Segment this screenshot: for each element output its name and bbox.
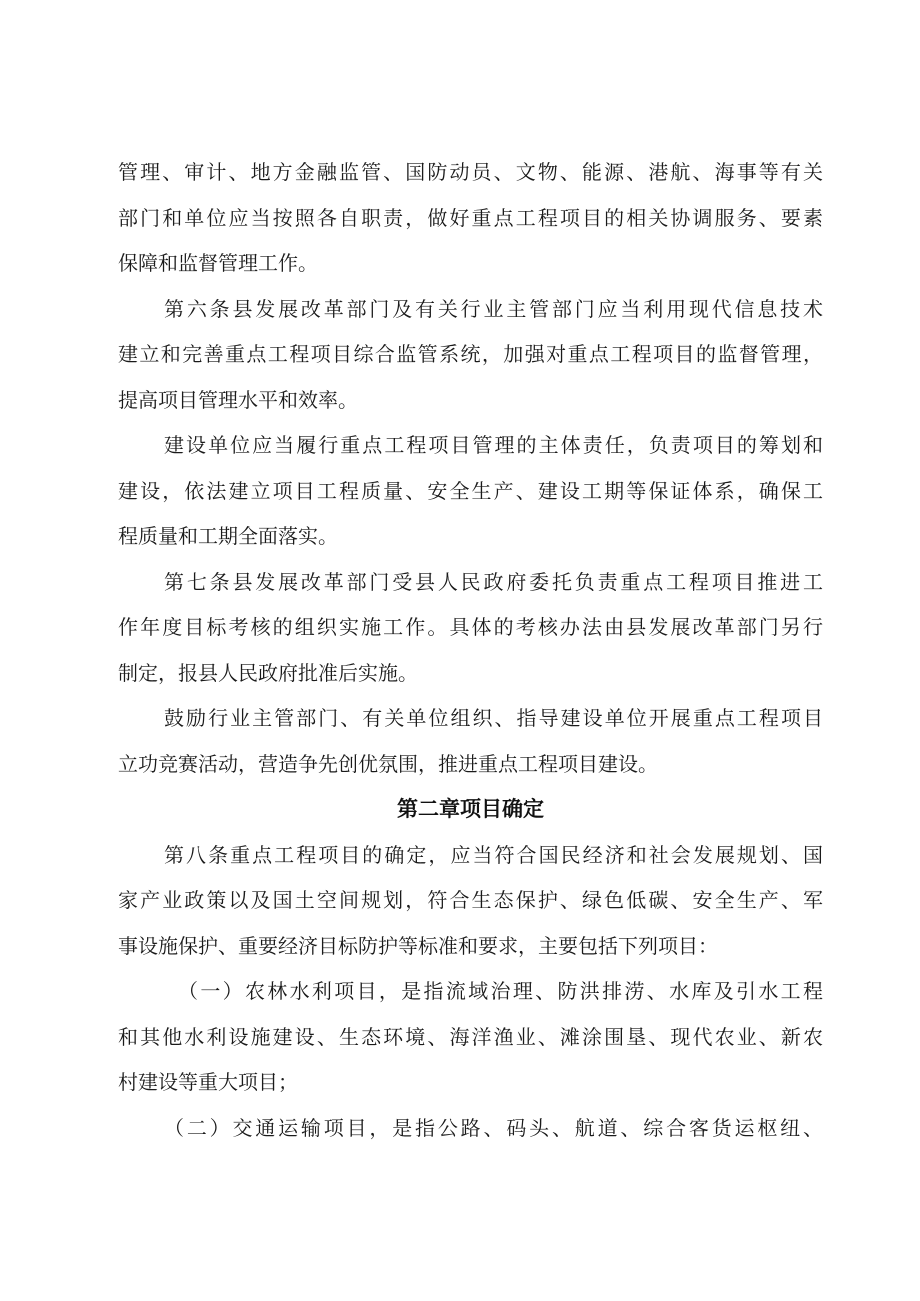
text-line: 建设单位应当履行重点工程项目管理的主体责任，负责项目的筹划和 bbox=[164, 433, 823, 457]
text-line: 第七条县发展改革部门受县人民政府委托负责重点工程项目推进工 bbox=[164, 569, 823, 594]
document-body bbox=[118, 150, 823, 1151]
text-line: 第八条重点工程项目的确定，应当符合国民经济和社会发展规划、国 bbox=[164, 842, 823, 867]
text-line: 提高项目管理水平和效率。 bbox=[118, 387, 358, 412]
text-line: 部门和单位应当按照各自职责，做好重点工程项目的相关协调服务、要素 bbox=[118, 205, 823, 230]
text-line: 家产业政策以及国土空间规划，符合生态保护、绿色低碳、安全生产、军 bbox=[118, 888, 823, 912]
text-line: （二）交通运输项目，是指公路、码头、航道、综合客货运枢纽、 bbox=[164, 1115, 823, 1140]
text-line: 村建设等重大项目； bbox=[118, 1070, 298, 1094]
text-line: 保障和监督管理工作。 bbox=[118, 251, 318, 275]
text-line: 建立和完善重点工程项目综合监管系统，加强对重点工程项目的监督管理， bbox=[118, 342, 823, 366]
text-line: （一）农林水利项目，是指流域治理、防洪排涝、水库及引水工程 bbox=[178, 979, 823, 1003]
text-line: 事设施保护、重要经济目标防护等标准和要求，主要包括下列项目： bbox=[118, 933, 718, 958]
chapter-heading: 第二章项目确定 bbox=[397, 797, 544, 821]
text-line: 作年度目标考核的组织实施工作。具体的考核办法由县发展改革部门另行 bbox=[118, 615, 823, 639]
text-line: 鼓励行业主管部门、有关单位组织、指导建设单位开展重点工程项目 bbox=[164, 706, 823, 730]
text-line: 第六条县发展改革部门及有关行业主管部门应当利用现代信息技术 bbox=[164, 296, 823, 321]
text-line: 建设，依法建立项目工程质量、安全生产、建设工期等保证体系，确保工 bbox=[118, 478, 823, 503]
text-line: 管理、审计、地方金融监管、国防动员、文物、能源、港航、海事等有关 bbox=[118, 160, 823, 184]
text-line: 立功竞赛活动，营造争先创优氛围，推进重点工程项目建设。 bbox=[118, 751, 658, 776]
text-line: 程质量和工期全面落实。 bbox=[118, 524, 338, 548]
text-line: 制定，报县人民政府批准后实施。 bbox=[118, 660, 418, 685]
text-line: 和其他水利设施建设、生态环境、海洋渔业、滩涂围垦、现代农业、新农 bbox=[118, 1024, 823, 1049]
